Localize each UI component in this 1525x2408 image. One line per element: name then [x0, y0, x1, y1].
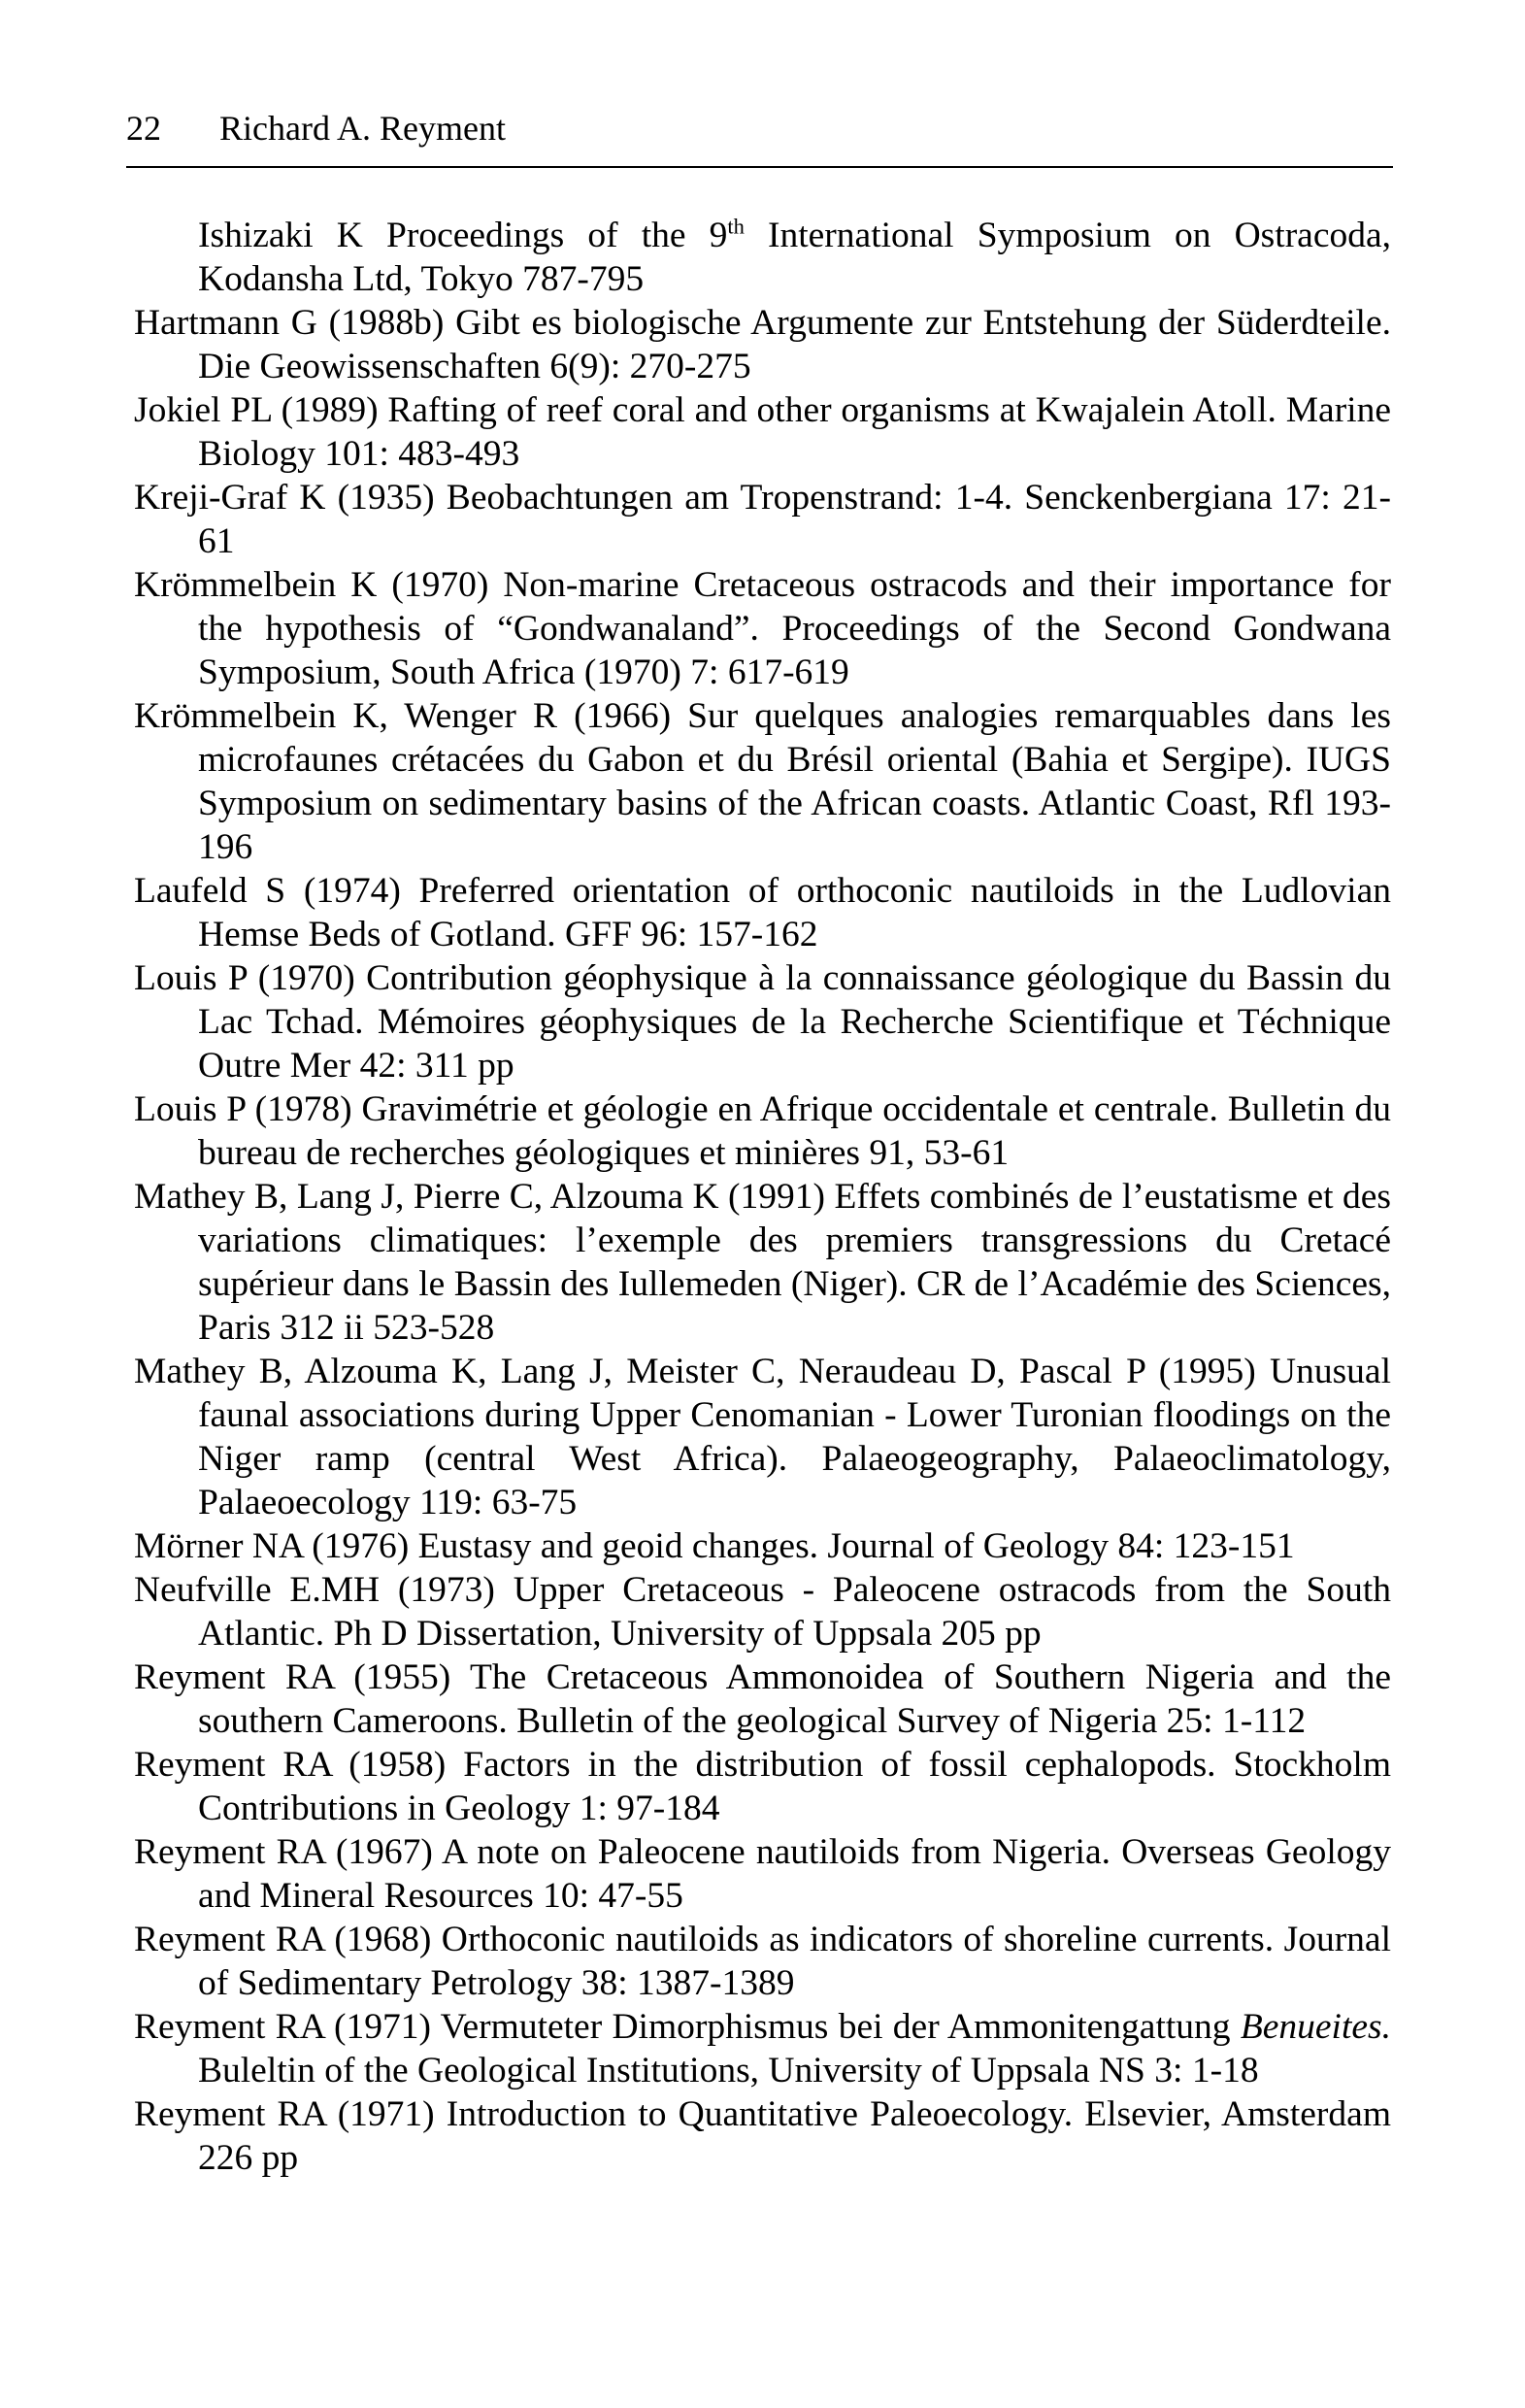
genus-name: Benueites. — [1240, 2007, 1391, 2047]
reference-list — [134, 214, 1391, 2180]
reference-entry: Krömmelbein K, Wenger R (1966) Sur quelques analogies remarquables dans les microfaunes crétacées du Gabon et du Brésil oriental (Bahia et Sergipe). IUGS Symposium on sedimentary basins of the African coasts. Atlantic Coast, Rfl 193-196 — [134, 696, 1391, 867]
reference-entry: Reyment RA (1971) Introduction to Quantitative Paleoecology. Elsevier, Amsterdam 226 pp — [134, 2094, 1391, 2178]
header-rule — [126, 166, 1393, 168]
reference-text: International Symposium on Ostracoda, Kodansha Ltd, Tokyo 787-795 — [198, 216, 1391, 299]
reference-entry: Reyment RA (1955) The Cretaceous Ammonoidea of Southern Nigeria and the southern Cameroons. Bulletin of the geological Survey of Nigeria 25: 1-112 — [134, 1657, 1391, 1741]
reference-entry: Mathey B, Lang J, Pierre C, Alzouma K (1991) Effets combinés de l’eustatisme et des variations climatiques: l’exemple des premiers transgressions du Cretacé supérieur dans le Bassin des Iullemeden (Niger). CR de l’Académie des Sciences, Paris 312 ii 523-528 — [134, 1177, 1391, 1348]
reference-entry: Neufville E.MH (1973) Upper Cretaceous - Paleocene ostracods from the South Atlantic. Ph D Dissertation, University of Uppsala 205 pp — [134, 1570, 1391, 1654]
running-title: Richard A. Reyment — [219, 109, 506, 148]
ordinal-superscript: th — [727, 214, 745, 239]
reference-entry: Louis P (1978) Gravimétrie et géologie en Afrique occidentale et centrale. Bulletin du bureau de recherches géologiques et minières 91, 53-61 — [134, 1089, 1391, 1173]
reference-entry: Mathey B, Alzouma K, Lang J, Meister C, Neraudeau D, Pascal P (1995) Unusual faunal associations during Upper Cenomanian - Lower Turonian floodings on the Niger ramp (central West Africa). Palaeogeography, Palaeoclimatology, Palaeoecology 119: 63-75 — [134, 1352, 1391, 1522]
reference-entry: Jokiel PL (1989) Rafting of reef coral and other organisms at Kwajalein Atoll. Marine Biology 101: 483-493 — [134, 390, 1391, 474]
reference-text: Buleltin of the Geological Institutions, University of Uppsala NS 3: 1-18 — [198, 2051, 1259, 2090]
running-header — [126, 105, 1393, 165]
reference-entry: Krömmelbein K (1970) Non-marine Cretaceous ostracods and their importance for the hypothesis of “Gondwanaland”. Proceedings of the Second Gondwana Symposium, South Africa (1970) 7: 617-619 — [134, 565, 1391, 692]
reference-text: Ishizaki K Proceedings of the 9 — [198, 216, 728, 255]
reference-text: Reyment RA (1971) Vermuteter Dimorphismus bei der Ammonitengattung — [134, 2007, 1241, 2047]
reference-entry — [134, 2005, 1391, 2092]
reference-entry: Mörner NA (1976) Eustasy and geoid changes. Journal of Geology 84: 123-151 — [134, 1526, 1295, 1566]
reference-entry — [134, 214, 1391, 301]
reference-entry: Reyment RA (1968) Orthoconic nautiloids as indicators of shoreline currents. Journal of Sedimentary Petrology 38: 1387-1389 — [134, 1920, 1391, 2003]
reference-entry: Louis P (1970) Contribution géophysique à la connaissance géologique du Bassin du Lac Tchad. Mémoires géophysiques de la Recherche Scientifique et Téchnique Outre Mer 42: 311 pp — [134, 958, 1391, 1086]
reference-entry: Kreji-Graf K (1935) Beobachtungen am Tropenstrand: 1-4. Senckenbergiana 17: 21-61 — [134, 478, 1391, 561]
reference-entry: Laufeld S (1974) Preferred orientation of orthoconic nautiloids in the Ludlovian Hemse Beds of Gotland. GFF 96: 157-162 — [134, 871, 1391, 954]
page-number: 22 — [126, 109, 161, 148]
reference-entry: Reyment RA (1967) A note on Paleocene nautiloids from Nigeria. Overseas Geology and Mineral Resources 10: 47-55 — [134, 1832, 1391, 1916]
reference-entry: Reyment RA (1958) Factors in the distribution of fossil cephalopods. Stockholm Contributions in Geology 1: 97-184 — [134, 1745, 1391, 1828]
reference-entry: Hartmann G (1988b) Gibt es biologische Argumente zur Entstehung der Süderdteile. Die Geowissenschaften 6(9): 270-275 — [134, 303, 1391, 386]
